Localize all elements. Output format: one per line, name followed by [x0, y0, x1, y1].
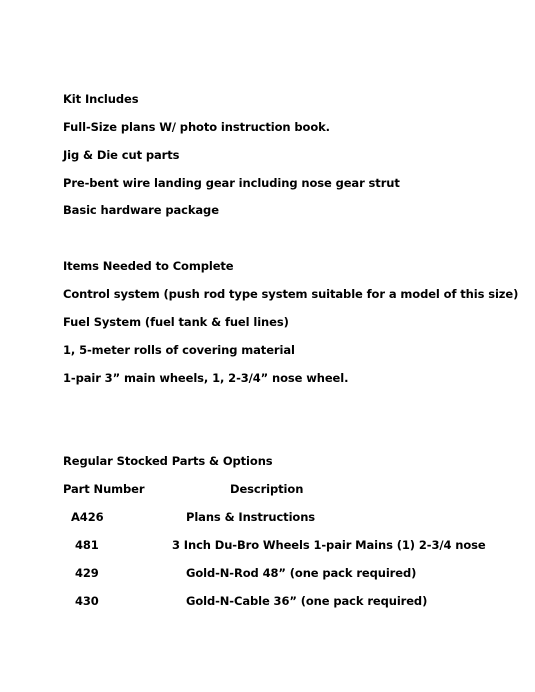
table-row: [0, 538, 535, 552]
parts-table-header: [0, 482, 535, 496]
needed-item: 1-pair 3” main wheels, 1, 2-3/4” nose wheel.: [63, 371, 349, 385]
table-row: [0, 510, 535, 524]
part-description: Gold-N-Cable 36” (one pack required): [186, 594, 428, 608]
kit-item: Full-Size plans W/ photo instruction book.: [63, 120, 330, 134]
part-number: 481: [75, 538, 99, 552]
needed-item: Control system (push rod type system suitable for a model of this size): [63, 287, 519, 301]
part-description: Plans & Instructions: [186, 510, 316, 524]
kit-includes-heading: Kit Includes: [63, 92, 139, 106]
needed-item: Fuel System (fuel tank & fuel lines): [63, 315, 289, 329]
description-column-header: Description: [230, 482, 304, 496]
part-description: 3 Inch Du-Bro Wheels 1-pair Mains (1) 2-3/4 nose: [172, 538, 486, 552]
parts-heading: Regular Stocked Parts & Options: [63, 454, 273, 468]
table-row: [0, 594, 535, 608]
part-number: 429: [75, 566, 99, 580]
part-number-column-header: Part Number: [63, 482, 145, 496]
kit-item: Pre-bent wire landing gear including nose gear strut: [63, 176, 400, 190]
kit-item: Basic hardware package: [63, 203, 219, 217]
part-description: Gold-N-Rod 48” (one pack required): [186, 566, 417, 580]
kit-item: Jig & Die cut parts: [63, 148, 180, 162]
items-needed-heading: Items Needed to Complete: [63, 259, 234, 273]
table-row: [0, 566, 535, 580]
needed-item: 1, 5-meter rolls of covering material: [63, 343, 295, 357]
part-number: A426: [71, 510, 104, 524]
part-number: 430: [75, 594, 99, 608]
